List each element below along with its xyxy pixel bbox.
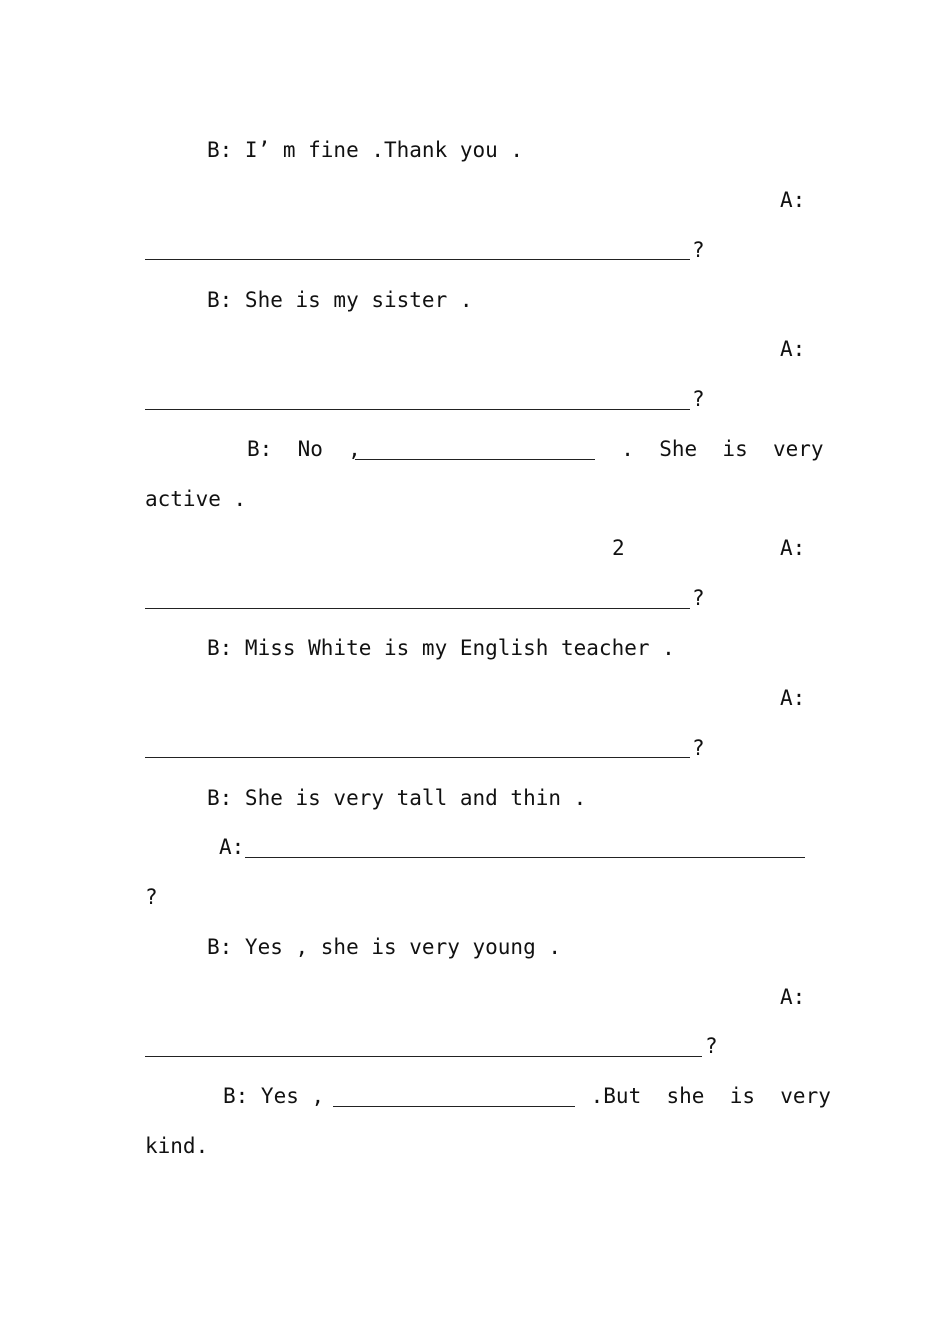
speaker-a-label-4: A: bbox=[780, 686, 806, 710]
dialogue-line-b3-continued: active . bbox=[145, 487, 247, 511]
question-mark-3: ? bbox=[692, 586, 705, 610]
answer-blank-8[interactable] bbox=[333, 1106, 575, 1107]
speaker-a-label-2: A: bbox=[780, 337, 806, 361]
answer-blank-1[interactable] bbox=[145, 259, 690, 260]
question-mark-5: ? bbox=[145, 885, 158, 909]
question-mark-2: ? bbox=[692, 387, 705, 411]
page-number: 2 bbox=[612, 536, 625, 560]
answer-blank-4[interactable] bbox=[145, 608, 690, 609]
answer-blank-7[interactable] bbox=[145, 1056, 702, 1057]
dialogue-line-b3-end: . She is very bbox=[596, 437, 824, 461]
dialogue-line-b3-start: B: No , bbox=[247, 437, 361, 461]
dialogue-line-b7-start: B: Yes , bbox=[223, 1084, 325, 1108]
dialogue-line-b4: B: Miss White is my English teacher . bbox=[207, 636, 675, 660]
dialogue-line-b7-continued: kind. bbox=[145, 1134, 209, 1158]
dialogue-line-b1: B: I’ m fine .Thank you . bbox=[207, 138, 524, 162]
answer-blank-3[interactable] bbox=[355, 459, 595, 460]
dialogue-line-b7-end: .But she is very bbox=[578, 1084, 831, 1108]
answer-blank-5[interactable] bbox=[145, 757, 690, 758]
answer-blank-6[interactable] bbox=[245, 857, 805, 858]
speaker-a-label-6: A: bbox=[780, 985, 806, 1009]
speaker-a-label-5: A: bbox=[219, 835, 245, 859]
dialogue-line-b6: B: Yes , she is very young . bbox=[207, 935, 562, 959]
question-mark-6: ? bbox=[705, 1034, 718, 1058]
question-mark-4: ? bbox=[692, 736, 705, 760]
dialogue-line-b2: B: She is my sister . bbox=[207, 288, 473, 312]
speaker-a-label-3: A: bbox=[780, 536, 806, 560]
speaker-a-label-1: A: bbox=[780, 188, 806, 212]
question-mark-1: ? bbox=[692, 238, 705, 262]
answer-blank-2[interactable] bbox=[145, 409, 690, 410]
dialogue-line-b5: B: She is very tall and thin . bbox=[207, 786, 587, 810]
